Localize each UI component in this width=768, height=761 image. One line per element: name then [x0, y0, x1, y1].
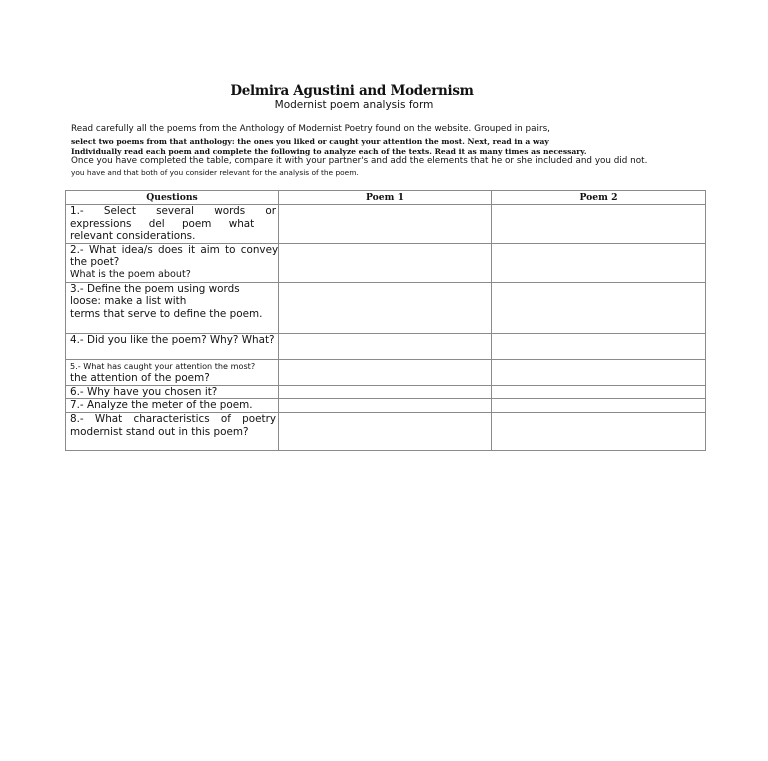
question-5-text-cont: the attention of the poem? [70, 372, 210, 385]
table-row [66, 205, 706, 244]
answer-cell-poem-1[interactable] [279, 399, 492, 413]
page-subtitle: Modernist poem analysis form [274, 99, 434, 111]
question-cell-4 [66, 333, 279, 359]
instructions-line-5: you have and that both of you consider relevant for the analysis of the poem. [71, 168, 359, 177]
header-poem-2: Poem 2 [492, 191, 706, 205]
table-header-row [66, 191, 706, 205]
question-1-text: 1.- Select several words or expressions del poem what [70, 205, 276, 230]
answer-cell-poem-1[interactable] [279, 333, 492, 359]
question-2-subtext: What is the poem about? [70, 268, 191, 280]
answer-cell-poem-2[interactable] [492, 359, 706, 385]
table-row [66, 412, 706, 450]
question-cell-5 [66, 359, 279, 385]
answer-cell-poem-1[interactable] [279, 205, 492, 244]
instructions-line-3: Individually read each poem and complete the following to analyze each of the texts. Read it as many times as necessary. [71, 147, 587, 156]
question-1-text-cont: relevant considerations. [70, 230, 196, 243]
table-row [66, 385, 706, 399]
answer-cell-poem-2[interactable] [492, 412, 706, 450]
instructions-line-1: Read carefully all the poems from the Anthology of Modernist Poetry found on the website. Grouped in pairs, [71, 124, 550, 134]
header-questions: Questions [66, 191, 279, 205]
question-8-text: 8.- What characteristics of poetry modernist stand out in this poem? [70, 412, 276, 438]
answer-cell-poem-2[interactable] [492, 333, 706, 359]
table-row [66, 243, 706, 282]
question-cell-1 [66, 205, 279, 244]
header-poem-1: Poem 1 [279, 191, 492, 205]
table-row [66, 333, 706, 359]
question-cell-6 [66, 385, 279, 399]
question-7-text: 7.- Analyze the meter of the poem. [70, 399, 253, 412]
instructions-line-4: Once you have completed the table, compare it with your partner's and add the elements that he or she included and you did not. [71, 156, 648, 166]
question-4-text: 4.- Did you like the poem? Why? What? [70, 333, 275, 346]
question-cell-3 [66, 282, 279, 333]
question-cell-8 [66, 412, 279, 450]
question-2-text: 2.- What idea/s does it aim to convey [70, 243, 279, 256]
question-2-text-cont: the poet? [70, 256, 120, 269]
analysis-table [65, 190, 706, 451]
answer-cell-poem-1[interactable] [279, 282, 492, 333]
table-row [66, 359, 706, 385]
question-cell-2 [66, 243, 279, 282]
question-cell-7 [66, 399, 279, 413]
question-3-text-cont: loose: make a list with [70, 295, 187, 308]
page-title: Delmira Agustini and Modernism [230, 83, 474, 99]
instructions-line-2: select two poems from that anthology: the ones you liked or caught your attention the most. Next, read in a way [71, 137, 549, 146]
table-row [66, 399, 706, 413]
question-5-text: 5.- What has caught your attention the most? [70, 360, 256, 371]
answer-cell-poem-1[interactable] [279, 359, 492, 385]
answer-cell-poem-2[interactable] [492, 243, 706, 282]
answer-cell-poem-2[interactable] [492, 282, 706, 333]
answer-cell-poem-2[interactable] [492, 399, 706, 413]
question-3-text: 3.- Define the poem using words [70, 282, 240, 295]
answer-cell-poem-1[interactable] [279, 243, 492, 282]
table-row [66, 282, 706, 333]
answer-cell-poem-1[interactable] [279, 385, 492, 399]
question-6-text: 6.- Why have you chosen it? [70, 385, 218, 398]
answer-cell-poem-1[interactable] [279, 412, 492, 450]
answer-cell-poem-2[interactable] [492, 385, 706, 399]
answer-cell-poem-2[interactable] [492, 205, 706, 244]
question-3-text-end: terms that serve to define the poem. [70, 307, 263, 320]
